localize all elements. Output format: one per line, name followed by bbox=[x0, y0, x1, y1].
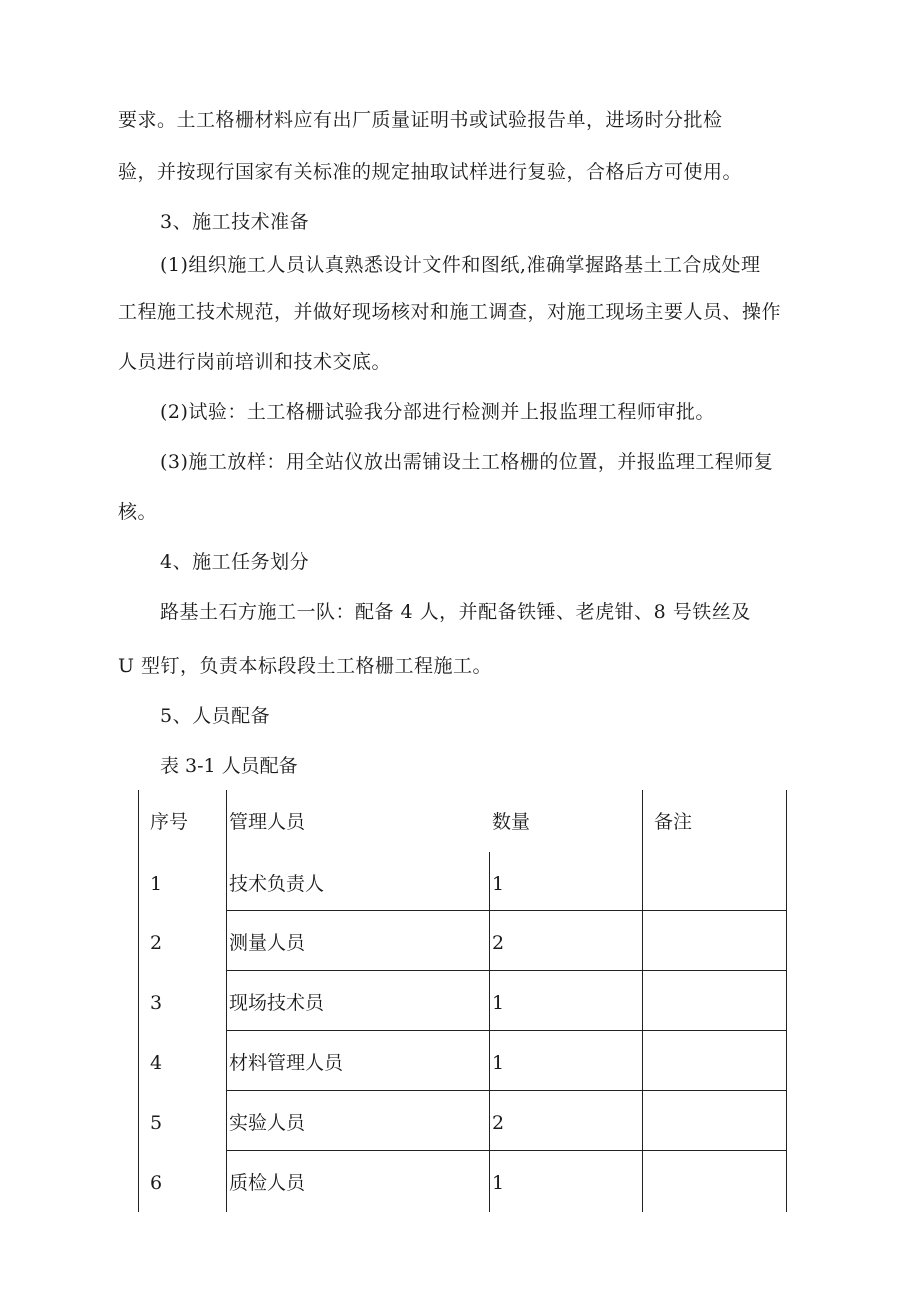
table-cell-index: 5 bbox=[150, 1112, 163, 1134]
table-cell-count: 1 bbox=[492, 1172, 505, 1194]
header-remarks: 备注 bbox=[654, 811, 693, 833]
paragraph-line: (1)组织施工人员认真熟悉设计文件和图纸,准确掌握路基土工合成处理 bbox=[160, 254, 761, 276]
table-cell-role: 质检人员 bbox=[229, 1172, 306, 1194]
header-index: 序号 bbox=[150, 811, 189, 833]
table-cell-role: 测量人员 bbox=[229, 932, 306, 954]
table-cell-index: 6 bbox=[150, 1172, 163, 1194]
paragraph-line: 路基土石方施工一队：配备 4 人，并配备铁锤、老虎钳、8 号铁丝及 bbox=[160, 601, 751, 623]
table-cell-index: 4 bbox=[150, 1052, 163, 1074]
paragraph-line: 工程施工技术规范，并做好现场核对和施工调查，对施工现场主要人员、操作 bbox=[118, 301, 782, 323]
paragraph-line: (3)施工放样：用全站仪放出需铺设土工格栅的位置，并报监理工程师复 bbox=[160, 451, 774, 473]
paragraph-line: U 型钉，负责本标段段土工格栅工程施工。 bbox=[118, 655, 493, 677]
table-cell-index: 3 bbox=[150, 992, 163, 1014]
paragraph-line: (2)试验：土工格栅试验我分部进行检测并上报监理工程师审批。 bbox=[160, 401, 715, 423]
table-cell-count: 2 bbox=[492, 932, 505, 954]
paragraph-line: 验，并按现行国家有关标准的规定抽取试样进行复验，合格后方可使用。 bbox=[118, 161, 743, 183]
table-cell-role: 实验人员 bbox=[229, 1112, 306, 1134]
table-cell-index: 2 bbox=[150, 932, 163, 954]
table-cell-count: 1 bbox=[492, 873, 505, 895]
paragraph-line: 核。 bbox=[118, 501, 158, 523]
section-heading: 3、施工技术准备 bbox=[160, 211, 310, 233]
table-cell-count: 1 bbox=[492, 992, 505, 1014]
paragraph-line: 要求。土工格栅材料应有出厂质量证明书或试验报告单，进场时分批检 bbox=[118, 109, 723, 131]
table-cell-index: 1 bbox=[150, 873, 163, 895]
header-count: 数量 bbox=[492, 811, 531, 833]
table-cell-count: 2 bbox=[492, 1112, 505, 1134]
table-cell-count: 1 bbox=[492, 1052, 505, 1074]
header-role: 管理人员 bbox=[229, 811, 306, 833]
table-cell-role: 现场技术员 bbox=[229, 992, 325, 1014]
section-heading: 4、施工任务划分 bbox=[160, 551, 310, 573]
paragraph-line: 人员进行岗前培训和技术交底。 bbox=[118, 351, 392, 373]
table-cell-role: 材料管理人员 bbox=[229, 1052, 344, 1074]
table-cell-role: 技术负责人 bbox=[229, 873, 325, 895]
section-heading: 5、人员配备 bbox=[160, 705, 271, 727]
table-caption: 表 3-1 人员配备 bbox=[160, 755, 298, 777]
